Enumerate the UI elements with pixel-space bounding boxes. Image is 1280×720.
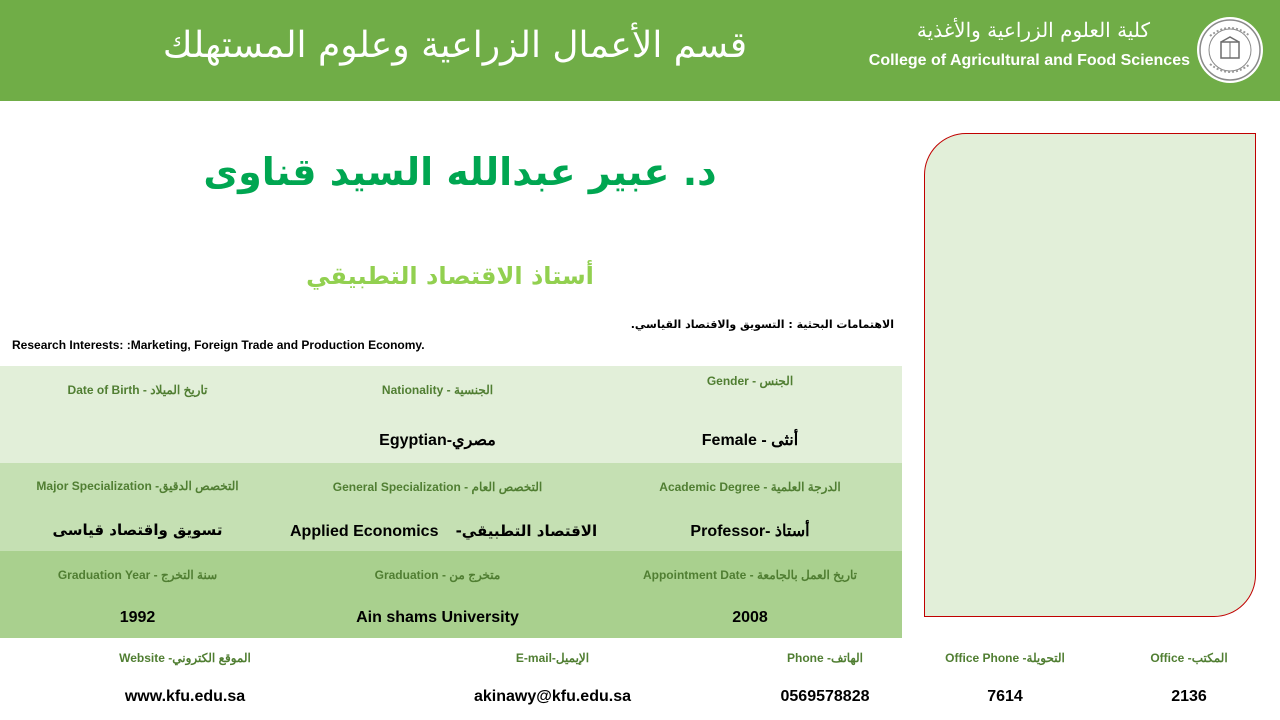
info-row-personal [0, 366, 902, 463]
graduation-from-value: Ain shams University [356, 609, 519, 626]
office-label: Office -المكتب [1150, 651, 1228, 665]
header-bar [0, 0, 1280, 101]
nationality-value: Egyptian-مصري [379, 432, 496, 449]
major-specialization-label: Major Specialization -التخصص الدقيق [36, 479, 239, 493]
graduation-year-label: Graduation Year - سنة التخرج [57, 568, 218, 582]
general-specialization-label: General Specialization - التخصص العام [332, 480, 543, 494]
academic-degree-value: Professor- أستاذ [690, 523, 810, 540]
office-phone-label: Office Phone -التحويلة [945, 651, 1065, 665]
graduation-year-value: 1992 [119, 609, 156, 626]
university-seal-icon [1196, 16, 1264, 84]
photo-placeholder [924, 133, 1256, 617]
gender-label: Gender - الجنس [706, 374, 794, 388]
info-row-specialization [0, 463, 902, 551]
website-value[interactable]: www.kfu.edu.sa [124, 688, 246, 705]
research-interests-english: Research Interests: :Marketing, Foreign Trade and Production Economy. [12, 338, 425, 352]
college-name-english: College of Agricultural and Food Sciences [868, 52, 1190, 69]
general-specialization-value-english: Applied Economics [290, 523, 439, 540]
phone-value: 0569578828 [780, 688, 870, 705]
email-value[interactable]: akinawy@kfu.edu.sa [474, 688, 631, 705]
academic-rank: أستاذ الاقتصاد التطبيقي [306, 262, 594, 290]
email-label: E-mail-الإيميل [515, 651, 590, 665]
nationality-label: Nationality - الجنسية [381, 383, 494, 397]
faculty-name: د. عبير عبدالله السيد قناوى [203, 150, 717, 194]
research-interests-arabic: الاهتمامات البحثية : التسويق والاقتصاد القياسي. [630, 318, 894, 331]
office-phone-value: 7614 [987, 688, 1023, 705]
appointment-date-label: Appointment Date - تاريخ العمل بالجامعة [642, 568, 858, 582]
major-specialization-value: تسويق واقتصاد قياسى [52, 521, 223, 539]
academic-degree-label: Academic Degree - الدرجة العلمية [659, 480, 841, 494]
graduation-from-label: Graduation - متخرج من [374, 568, 501, 582]
college-name-arabic: كلية العلوم الزراعية والأغذية [916, 18, 1150, 42]
phone-label: Phone -الهاتف [787, 651, 863, 665]
general-specialization-value [290, 521, 598, 541]
general-specialization-value-arabic: -الاقتصاد التطبيقي [455, 522, 598, 540]
info-row-graduation [0, 551, 902, 638]
appointment-date-value: 2008 [732, 609, 768, 626]
office-value: 2136 [1171, 688, 1207, 705]
gender-value: Female - أنثى [701, 432, 799, 449]
website-label: Website -الموقع الكتروني [119, 651, 251, 665]
department-title: قسم الأعمال الزراعية وعلوم المستهلك [162, 25, 748, 66]
date-of-birth-label: Date of Birth - تاريخ الميلاد [67, 383, 208, 397]
